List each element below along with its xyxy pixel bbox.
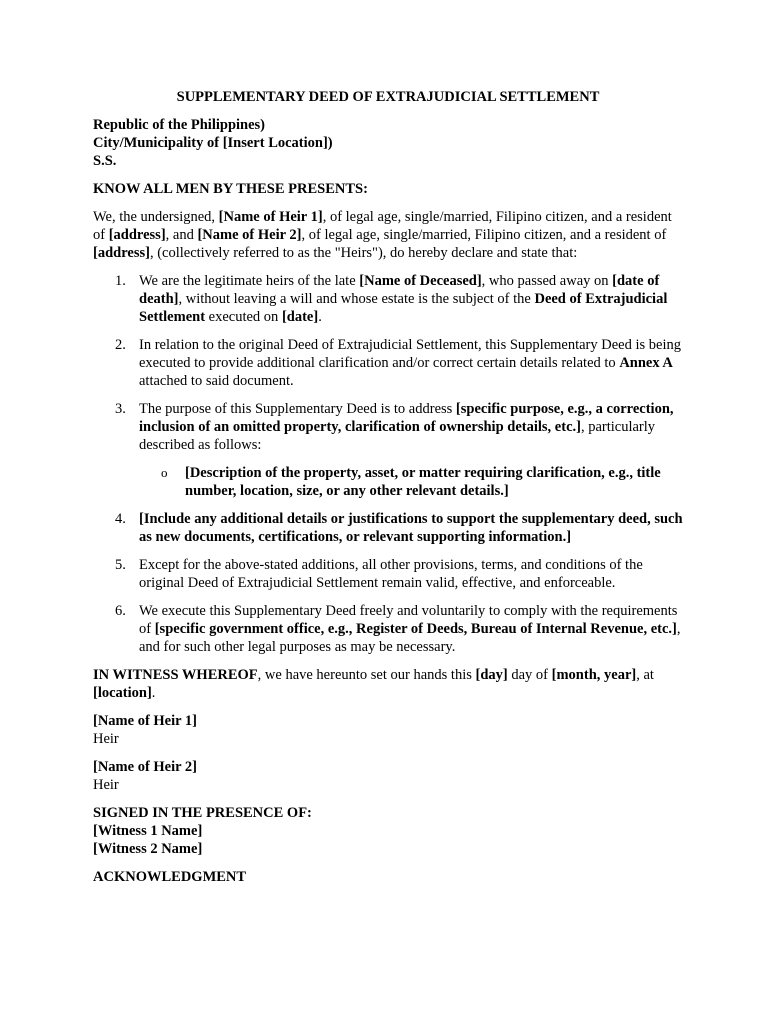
signatory-block — [93, 712, 683, 748]
venue-ss: S.S. — [93, 153, 117, 169]
venue-country: Republic of the Philippines) — [93, 117, 266, 133]
item-text: . — [318, 309, 322, 325]
item-text: , and for such other legal purposes as may be necessary. — [139, 621, 681, 655]
signatory-role: Heir — [93, 731, 119, 747]
item-text: The purpose of this Supplementary Deed is to address — [139, 401, 456, 417]
signatory-name: [Name of Heir 1] — [93, 713, 198, 729]
annex-reference: Annex A — [619, 355, 673, 371]
item-text: , without leaving a will and whose estate is the subject of the — [178, 291, 535, 307]
declarations-list — [93, 272, 683, 656]
item-number: 2. — [115, 337, 126, 353]
venue-block — [93, 116, 683, 170]
item-text: attached to said document. — [139, 373, 294, 389]
address2-placeholder: [address] — [93, 245, 150, 261]
intro-text: We, the undersigned, — [93, 209, 219, 225]
witness-text: day of — [507, 667, 552, 683]
list-item — [93, 510, 683, 546]
deed-reference: Deed of Extrajudicial Settlement — [139, 291, 668, 325]
item-number: 1. — [115, 273, 126, 289]
intro-text: , (collectively referred to as the "Heirs"), do hereby declare and state that: — [149, 245, 578, 261]
list-item — [93, 602, 683, 656]
presence-block — [93, 804, 683, 858]
date-of-death-placeholder: [date of death] — [139, 273, 660, 307]
signatory-role: Heir — [93, 777, 119, 793]
item-number: 6. — [115, 603, 126, 619]
heir1-placeholder: [Name of Heir 1] — [218, 209, 323, 225]
witness-text: , we have hereunto set our hands this — [257, 667, 476, 683]
sub-list-item — [139, 464, 683, 500]
item-text: Except for the above-stated additions, all other provisions, terms, and conditions of the original Deed of Extrajudicial Settlement remain valid, effective, and enforceable. — [139, 557, 643, 591]
heir2-placeholder: [Name of Heir 2] — [197, 227, 302, 243]
witness-heading: IN WITNESS WHEREOF — [93, 667, 258, 683]
intro-text: , of legal age, single/married, Filipino citizen, and a resident of — [93, 209, 672, 243]
item-number: 5. — [115, 557, 126, 573]
signatory-name: [Name of Heir 2] — [93, 759, 198, 775]
list-item — [93, 556, 683, 592]
witness-name: [Witness 2 Name] — [93, 841, 203, 857]
item-text: , who passed away on — [481, 273, 613, 289]
know-all-heading: KNOW ALL MEN BY THESE PRESENTS: — [93, 181, 368, 197]
intro-text: , and — [165, 227, 198, 243]
day-placeholder: [day] — [475, 667, 508, 683]
item-text: , particularly described as follows: — [139, 419, 656, 453]
item-text: executed on — [205, 309, 282, 325]
document-title: SUPPLEMENTARY DEED OF EXTRAJUDICIAL SETTLEMENT — [176, 89, 600, 105]
location-placeholder: [location] — [93, 685, 152, 701]
acknowledgment-heading: ACKNOWLEDGMENT — [93, 869, 247, 885]
list-item — [93, 336, 683, 390]
intro-text: , of legal age, single/married, Filipino citizen, and a resident of — [301, 227, 667, 243]
deceased-placeholder: [Name of Deceased] — [359, 273, 482, 289]
item-text: We execute this Supplementary Deed freely and voluntarily to comply with the requirements of — [139, 603, 678, 637]
witness-clause — [93, 666, 683, 702]
list-item — [93, 272, 683, 326]
item-number: 3. — [115, 401, 126, 417]
document-body — [93, 88, 683, 896]
venue-city: City/Municipality of [Insert Location]) — [93, 135, 333, 151]
list-item — [93, 400, 683, 500]
presence-heading: SIGNED IN THE PRESENCE OF: — [93, 805, 312, 821]
month-year-placeholder: [month, year] — [551, 667, 637, 683]
witness-text: . — [151, 685, 156, 701]
government-office-placeholder: [specific government office, e.g., Register of Deeds, Bureau of Internal Revenue, etc.] — [154, 621, 677, 637]
address1-placeholder: [address] — [108, 227, 166, 243]
bullet-marker: o — [161, 465, 168, 480]
item-number: 4. — [115, 511, 126, 527]
description-placeholder: [Description of the property, asset, or matter requiring clarification, e.g., title number, location, size, or any other relevant details.] — [185, 465, 661, 499]
item-text: We are the legitimate heirs of the late — [139, 273, 360, 289]
signatory-block — [93, 758, 683, 794]
intro-paragraph — [93, 208, 683, 262]
witness-text: , at — [636, 667, 654, 683]
date-placeholder: [date] — [281, 309, 319, 325]
witness-name: [Witness 1 Name] — [93, 823, 203, 839]
additional-details-placeholder: [Include any additional details or justifications to support the supplementary deed, such as new documents, certifications, or relevant supporting information.] — [139, 511, 683, 545]
item-text: In relation to the original Deed of Extrajudicial Settlement, this Supplementary Deed is being executed to provide additional clarification and/or correct certain details related to — [139, 337, 681, 371]
purpose-placeholder: [specific purpose, e.g., a correction, inclusion of an omitted property, clarification of ownership details, etc.] — [139, 401, 674, 435]
